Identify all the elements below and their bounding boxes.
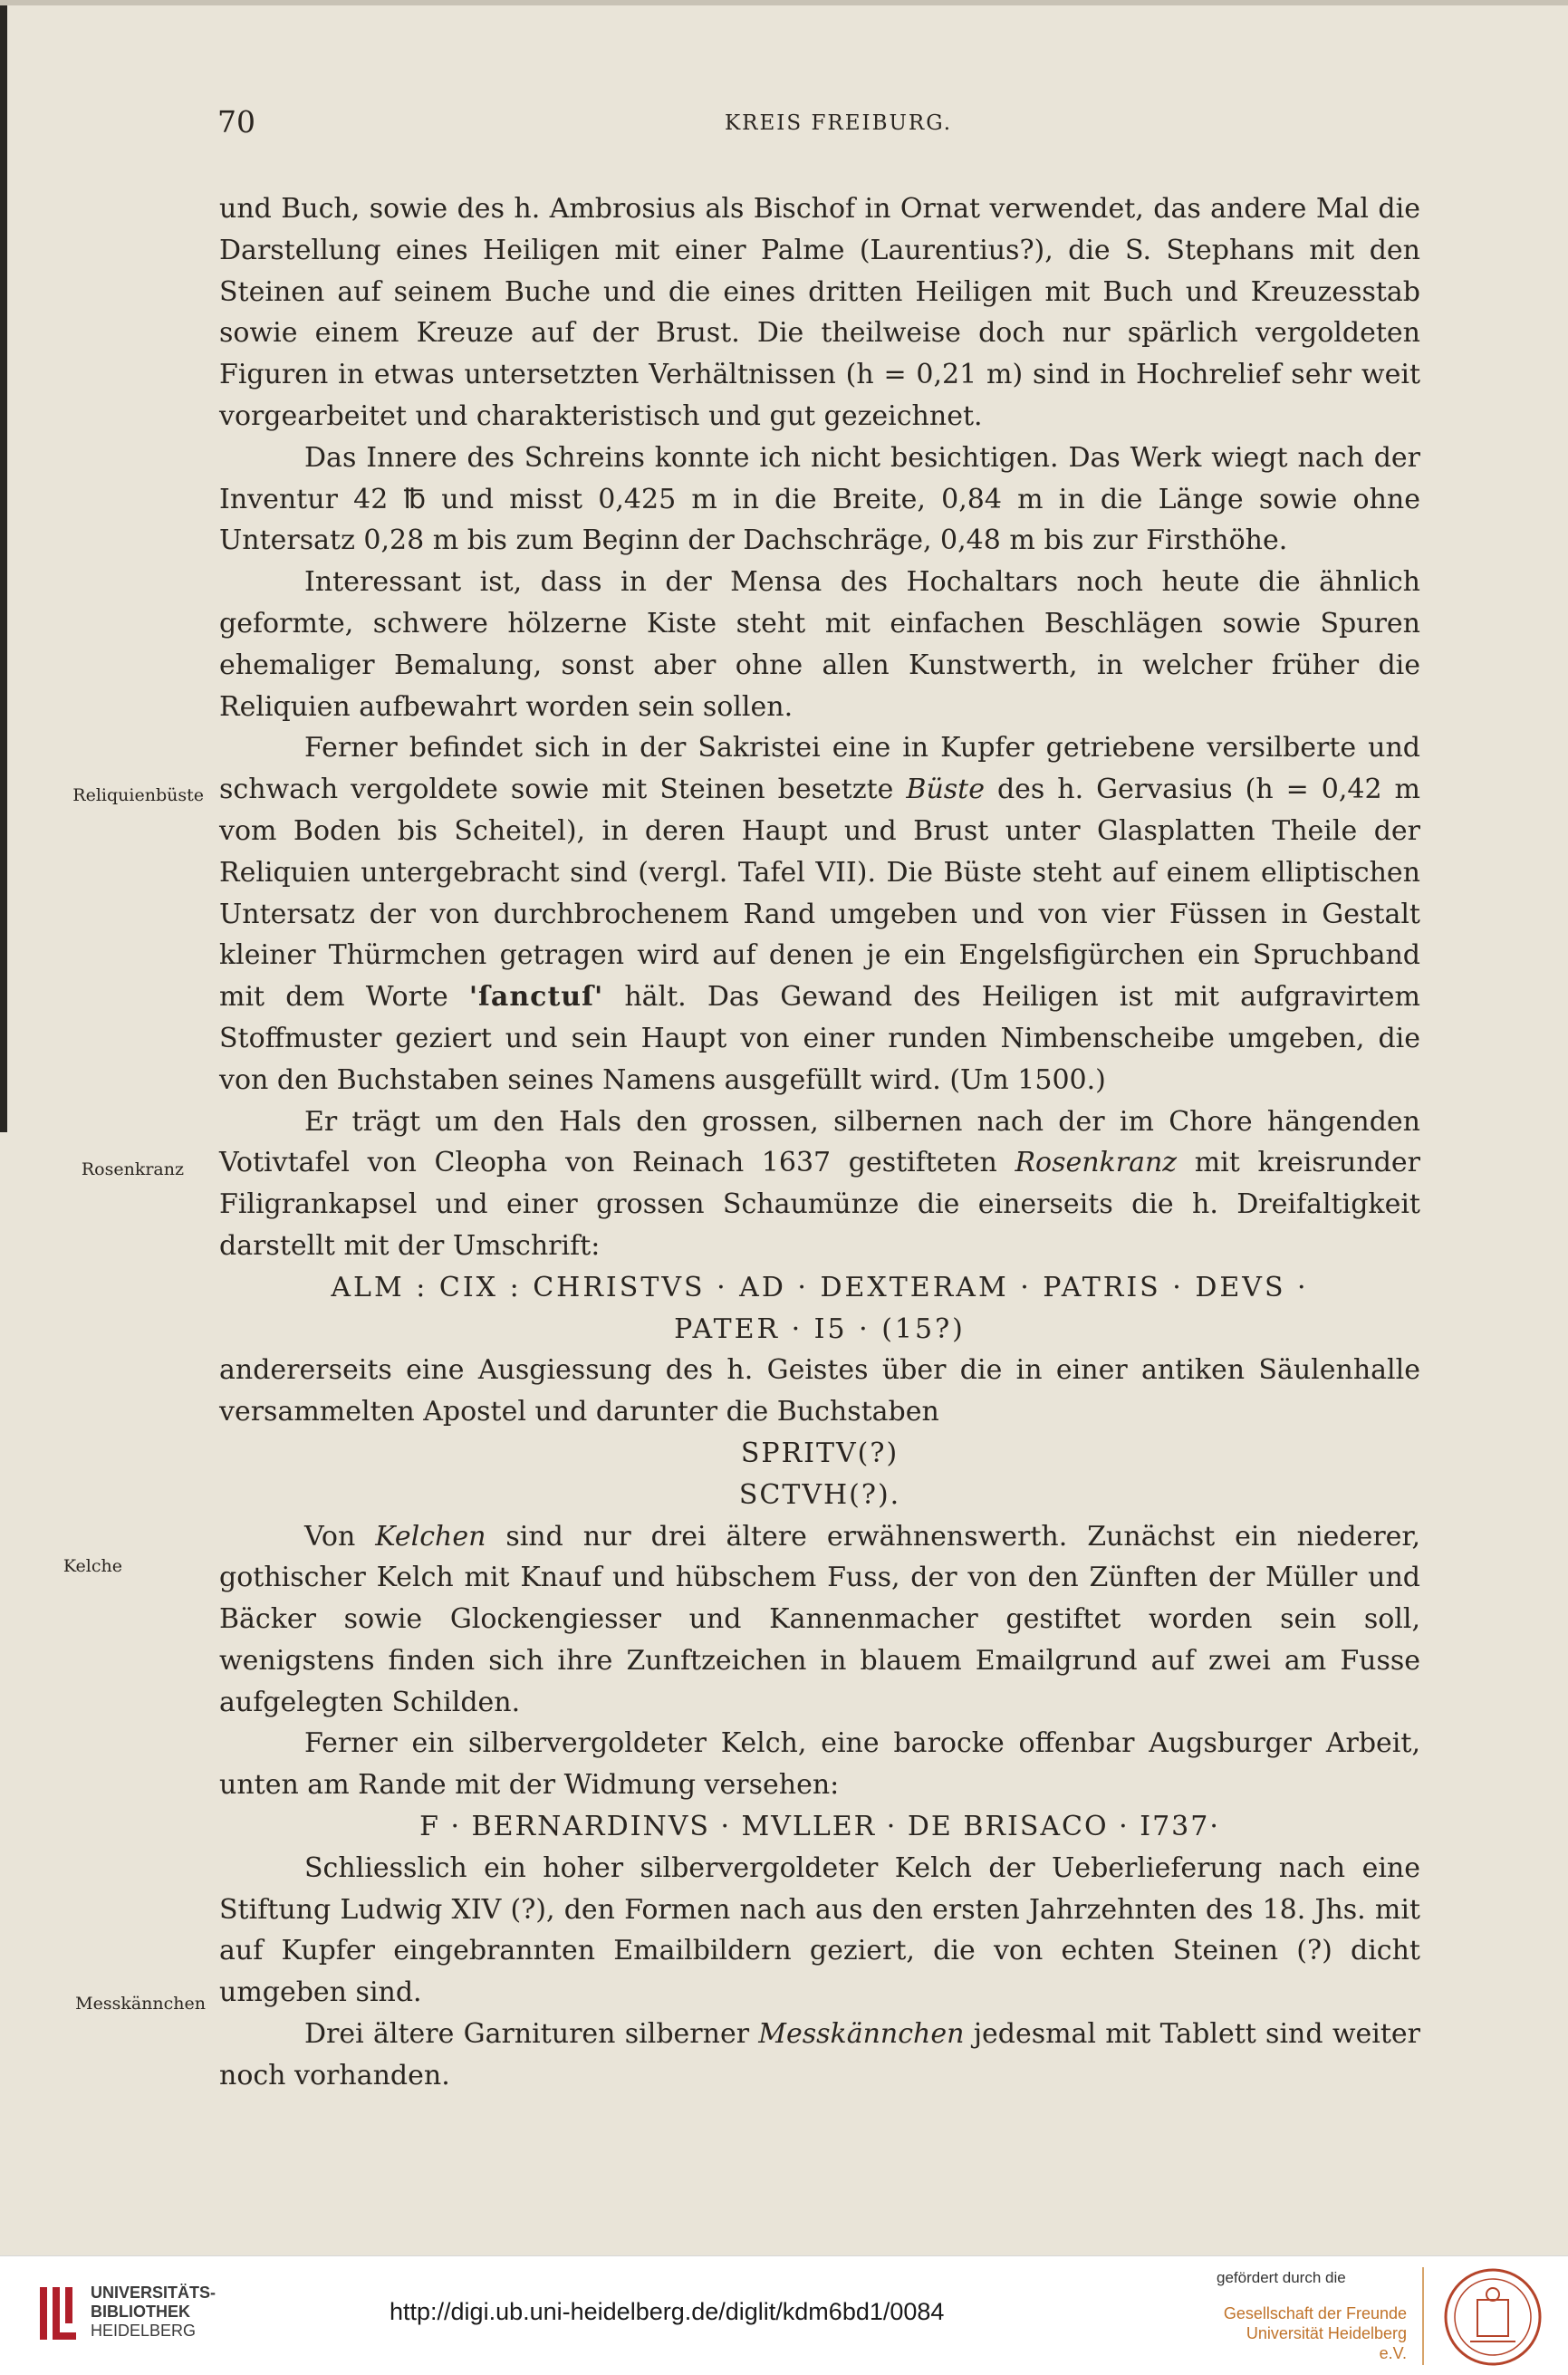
p5-italic-rosenkranz: Rosenkranz: [1015, 1147, 1178, 1179]
margin-note-reliquienbueste: Reliquienbüste: [72, 785, 204, 805]
permalink-url[interactable]: http://digi.ub.uni-heidelberg.de/diglit/kdm6bd1/0084: [390, 2298, 945, 2325]
p10-text-c: jedesmal mit Tablett sind weiter noch vorhanden.: [219, 2018, 1420, 2091]
sponsor-line-1: Gesellschaft der Freunde: [1223, 2304, 1407, 2322]
scan-shadow-left: [0, 0, 7, 1132]
scan-shadow-top: [0, 0, 1568, 5]
paragraph-4: [219, 727, 1420, 1101]
paragraph-1: und Buch, sowie des h. Ambrosius als Bischof in Ornat verwendet, das andere Mal die Darstellung eines Heiligen mit einer Palme (Laurentius?), die S. Stephans mit den Steinen auf seinem Buche und die eines dritten Heiligen mit Buch und Kreuzesstab sowie einem Kreuze auf der Brust. Die theilweise doch nur spärlich vergoldeten Figuren in etwas untersetzten Verhältnissen (h = 0,21 m) sind in Hochrelief sehr weit vorgearbeitet und charakteristisch und gut gezeichnet.: [219, 193, 1420, 432]
inscription-5: F · BERNARDINVS · MVLLER · DE BRISACO · I737·: [419, 1811, 1220, 1843]
p4-text-a: Ferner befindet sich in der Sakristei eine in Kupfer getriebene versilberte und schwach vergoldete sowie mit Steinen besetzte: [219, 732, 1420, 806]
paragraph-8: Ferner ein silbervergoldeter Kelch, eine barocke offenbar Augsburger Arbeit, unten am Rande mit der Widmung versehen:: [219, 1727, 1420, 1802]
paragraph-6: andererseits eine Ausgiessung des h. Geistes über die in einer antiken Säulenhalle versammelten Apostel und darunter die Buchstaben: [219, 1354, 1420, 1428]
inscription-4: SCTVH(?).: [738, 1478, 901, 1511]
paragraph-10: [219, 2014, 1420, 2097]
margin-note-rosenkranz: Rosenkranz: [81, 1159, 184, 1179]
paragraph-7: [219, 1516, 1420, 1724]
ub-heidelberg-logo[interactable]: [34, 2282, 82, 2345]
footer-bar: [0, 2255, 1568, 2375]
sponsor-name[interactable]: [1217, 2303, 1407, 2363]
p7-text-a: Von: [304, 1520, 376, 1553]
running-head: KREIS FREIBURG.: [725, 111, 953, 135]
paragraph-3: Interessant ist, dass in der Mensa des Hochaltars noch heute die ähnlich geformte, schwere hölzerne Kiste steht mit einfachen Beschlägen sowie Spuren ehemaliger Bemalung, sonst aber ohne allen Kunstwerth, in welcher früher die Reliquien aufbewahrt worden sein sollen.: [219, 566, 1420, 723]
p4-blackletter-sanctus: 'ſanctuſ': [468, 981, 604, 1014]
margin-note-messkaennchen: Messkännchen: [75, 1994, 206, 2014]
inscription-2: PATER · I5 · (15?): [674, 1312, 966, 1345]
footer-divider: [1422, 2267, 1424, 2365]
sponsor-line-2: Universität Heidelberg e.V.: [1246, 2324, 1407, 2362]
paragraph-9: Schliesslich ein hoher silbervergoldeter Kelch der Ueberlieferung nach eine Stiftung Ludwig XIV (?), den Formen nach aus den ersten Jahrzehnten des 18. Jhs. mit auf Kupfer eingebrannten Emailbildern geziert, die von echten Steinen (?) dicht umgeben sind.: [219, 1851, 1420, 2009]
p10-text-a: Drei ältere Garnituren silberner: [304, 2018, 759, 2051]
page-number: 70: [217, 104, 255, 139]
p5-text-c: mit kreisrunder Filigrankapsel und einer grossen Schaumünze die einerseits die h. Dreifaltigkeit darstellt mit der Umschrift:: [219, 1147, 1420, 1262]
p10-italic-messkaennchen: Messkännchen: [758, 2018, 965, 2051]
p4-italic-bueste: Büste: [906, 774, 985, 806]
paragraph-2: Das Innere des Schreins konnte ich nicht besichtigen. Das Werk wiegt nach der Inventur 42 ℔ und misst 0,425 m in die Breite, 0,84 m in die Länge sowie ohne Untersatz 0,28 m bis zum Beginn der Dachschräge, 0,48 m bis zur Firsthöhe.: [219, 441, 1420, 557]
paragraph-5: [219, 1101, 1420, 1267]
library-name: [91, 2284, 216, 2341]
body-text: [219, 188, 1420, 2097]
page-header: [217, 104, 1422, 140]
library-line-3: HEIDELBERG: [91, 2322, 197, 2340]
sponsor-label: gefördert durch die: [1217, 2269, 1346, 2286]
library-line-2: BIBLIOTHEK: [91, 2303, 190, 2321]
library-line-1: UNIVERSITÄTS-: [91, 2284, 216, 2302]
p5-text-a: Er trägt um den Hals den grossen, silbernen nach der im Chore hängenden Votivtafel von Cleopha von Reinach 1637 gestifteten: [219, 1105, 1420, 1179]
p4-text-c: des h. Gervasius (h = 0,42 m vom Boden bis Scheitel), in deren Haupt und Brust unter Glasplatten Theile der Reliquien untergebracht sind (vergl. Tafel VII). Die Büste steht auf einem elliptischen Untersatz der von durchbrochenem Rand umgeben und von vier Füssen in Gestalt kleiner Thürmchen getragen wird auf denen je ein Engelsfigürchen ein Spruchband mit dem Worte: [219, 774, 1420, 1014]
p4-text-e: hält. Das Gewand des Heiligen ist mit aufgravirtem Stoffmuster geziert und sein Haupt von einer runden Nimbenscheibe umgeben, die von den Buchstaben seines Namens ausgefüllt wird. (Um 1500.): [219, 981, 1420, 1096]
p7-text-c: sind nur drei ältere erwähnenswerth. Zunächst ein niederer, gothischer Kelch mit Knauf und hübschem Fuss, der von den Zünften der Müller und Bäcker sowie Glockengiesser und Kannenmacher gestiftet worden sein soll, wenigstens finden sich ihre Zunftzeichen in blauem Emailgrund auf zwei am Fusse aufgelegten Schilden.: [219, 1520, 1420, 1718]
university-seal-icon: [1443, 2267, 1543, 2367]
inscription-3: SPRITV(?): [740, 1437, 899, 1469]
inscription-1: ALM : CIX : CHRISTVS · AD · DEXTERAM · PATRIS · DEVS ·: [331, 1271, 1309, 1303]
p7-italic-kelchen: Kelchen: [375, 1520, 486, 1553]
margin-note-kelche: Kelche: [63, 1556, 122, 1576]
